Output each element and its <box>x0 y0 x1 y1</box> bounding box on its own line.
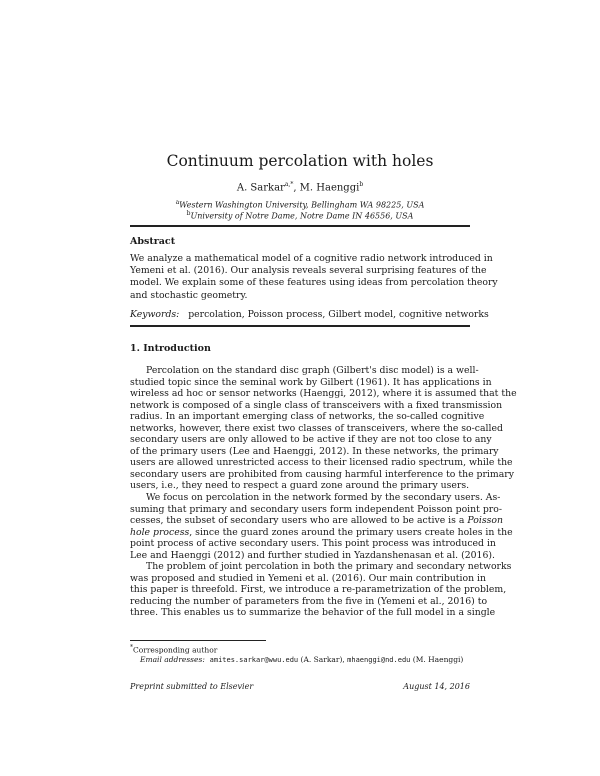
footnote-rule <box>130 640 266 641</box>
abstract-line: Yemeni et al. (2016). Our analysis reveals several surprising features of the <box>130 265 487 277</box>
text-segment: The problem of joint percolation in both the primary and secondary networks <box>146 561 512 573</box>
abstract-bottom-rule <box>130 325 470 327</box>
footer-date: August 14, 2016 <box>403 682 470 691</box>
text-segment: this paper is threefold. First, we introduce a re-parametrization of the problem, <box>130 584 507 596</box>
body-line <box>130 376 492 389</box>
footnote-corresponding <box>130 644 217 655</box>
body-line <box>130 365 479 377</box>
keywords <box>130 309 489 320</box>
affil-text: Western Washington University, Bellingham WA 98225, USA <box>179 200 425 210</box>
text-segment: was proposed and studied in Yemeni et al. (2016). Our main contribution in <box>130 572 487 584</box>
email-link-2[interactable]: mhaenggi@nd.edu <box>347 656 411 664</box>
text-segment: of the primary users (Lee and Haenggi, 2012). In these networks, the primary <box>130 445 499 457</box>
footnote-emails <box>140 655 463 664</box>
author-1: A. Sarkar <box>236 182 285 194</box>
text-segment: studied topic since the seminal work by Gilbert (1961). It has applications in <box>130 376 492 388</box>
author-separator: , <box>293 182 300 194</box>
text-segment: secondary users are prohibited from causing harmful interference to the primary <box>130 468 514 480</box>
email-link-1[interactable]: amites.sarkar@wwu.edu <box>209 656 299 664</box>
emphasis-text: Poisson <box>467 515 503 527</box>
text-segment: Lee and Haenggi (2012) and further studied in Yazdanshenasan et al. (2016). <box>130 549 495 561</box>
text-segment: suming that primary and secondary users form independent Poisson point pro- <box>130 503 502 515</box>
abstract-body <box>130 253 498 302</box>
paper-title: Continuum percolation with holes <box>166 152 434 170</box>
text-segment: cesses, the subset of secondary users who are allowed to be active is a <box>130 515 468 527</box>
abstract-top-rule <box>130 225 470 227</box>
body-line <box>130 457 513 469</box>
abstract-line: model. We explain some of these features using ideas from percolation theory <box>130 277 498 289</box>
abstract-line: and stochastic geometry. <box>130 289 248 301</box>
text-segment: secondary users are only allowed to be active if they are not too close to any <box>130 434 492 446</box>
text-segment: We focus on percolation in the network formed by the secondary users. As- <box>146 492 501 504</box>
text-segment: users are allowed unrestricted access to their licensed radio spectrum, while the <box>130 457 513 469</box>
text-segment: network is composed of a single class of transceivers with a fixed transmission <box>130 399 503 411</box>
text-segment: reducing the number of parameters from the five in (Yemeni et al., 2016) to <box>130 595 488 607</box>
body-line <box>130 515 503 527</box>
author-1-affil: a,* <box>284 181 294 188</box>
author-2-affil: b <box>359 181 364 188</box>
body-line <box>130 492 501 504</box>
abstract-line: We analyze a mathematical model of a cognitive radio network introduced in <box>130 253 493 264</box>
text-segment: networks, however, there exist two classes of transceivers, where the so-called <box>130 422 503 434</box>
email-label: Email addresses: <box>140 655 205 664</box>
section-heading: 1. Introduction <box>130 343 211 354</box>
text-segment: three. This enables us to summarize the behavior of the full model in a single <box>130 607 496 619</box>
text-segment: users, i.e., they need to respect a guard zone around the primary users. <box>130 480 470 492</box>
abstract-heading: Abstract <box>130 236 176 247</box>
footnote-text: Corresponding author <box>133 645 218 655</box>
body-line <box>130 422 503 435</box>
body-line <box>130 607 496 619</box>
body-line <box>130 480 470 492</box>
affil-marker: b <box>186 210 191 217</box>
footer-preprint: Preprint submitted to Elsevier <box>130 682 254 691</box>
text-segment: , since the guard zones around the primary users create holes in the <box>189 526 513 538</box>
affiliation-b <box>0 210 600 221</box>
body-line <box>130 411 485 423</box>
body-line <box>130 434 492 446</box>
affil-marker: a <box>175 199 180 206</box>
text-segment: wireless ad hoc or sensor networks (Haenggi, 2012), where it is assumed that the <box>130 388 517 400</box>
affiliation-a <box>0 199 600 210</box>
affil-text: University of Notre Dame, Notre Dame IN 46556, USA <box>190 211 414 221</box>
section-body <box>130 365 517 619</box>
emphasis-text: hole process <box>130 526 190 538</box>
body-line <box>130 572 487 585</box>
footnote-marker: * <box>130 644 133 651</box>
email-owner-2: (M. Haenggi) <box>412 655 464 664</box>
body-line <box>130 503 502 516</box>
authors <box>0 181 600 193</box>
keywords-text: percolation, Poisson process, Gilbert model, cognitive networks <box>188 309 489 320</box>
body-line <box>130 526 513 539</box>
body-line <box>130 584 507 596</box>
body-line <box>130 388 517 400</box>
body-line <box>130 468 514 481</box>
text-segment: point process of active secondary users. This point process was introduced in <box>130 538 496 550</box>
keywords-label: Keywords: <box>130 309 180 320</box>
body-line <box>130 595 488 608</box>
text-segment: radius. In an important emerging class of networks, the so-called cognitive <box>130 411 485 423</box>
author-2: M. Haenggi <box>299 182 360 194</box>
body-line <box>130 445 499 458</box>
body-line <box>130 399 503 412</box>
body-line <box>130 549 495 562</box>
body-line <box>130 561 512 573</box>
body-line <box>130 538 496 550</box>
email-owner-1: (A. Sarkar), <box>300 655 345 664</box>
text-segment: Percolation on the standard disc graph (Gilbert's disc model) is a well- <box>146 365 479 376</box>
